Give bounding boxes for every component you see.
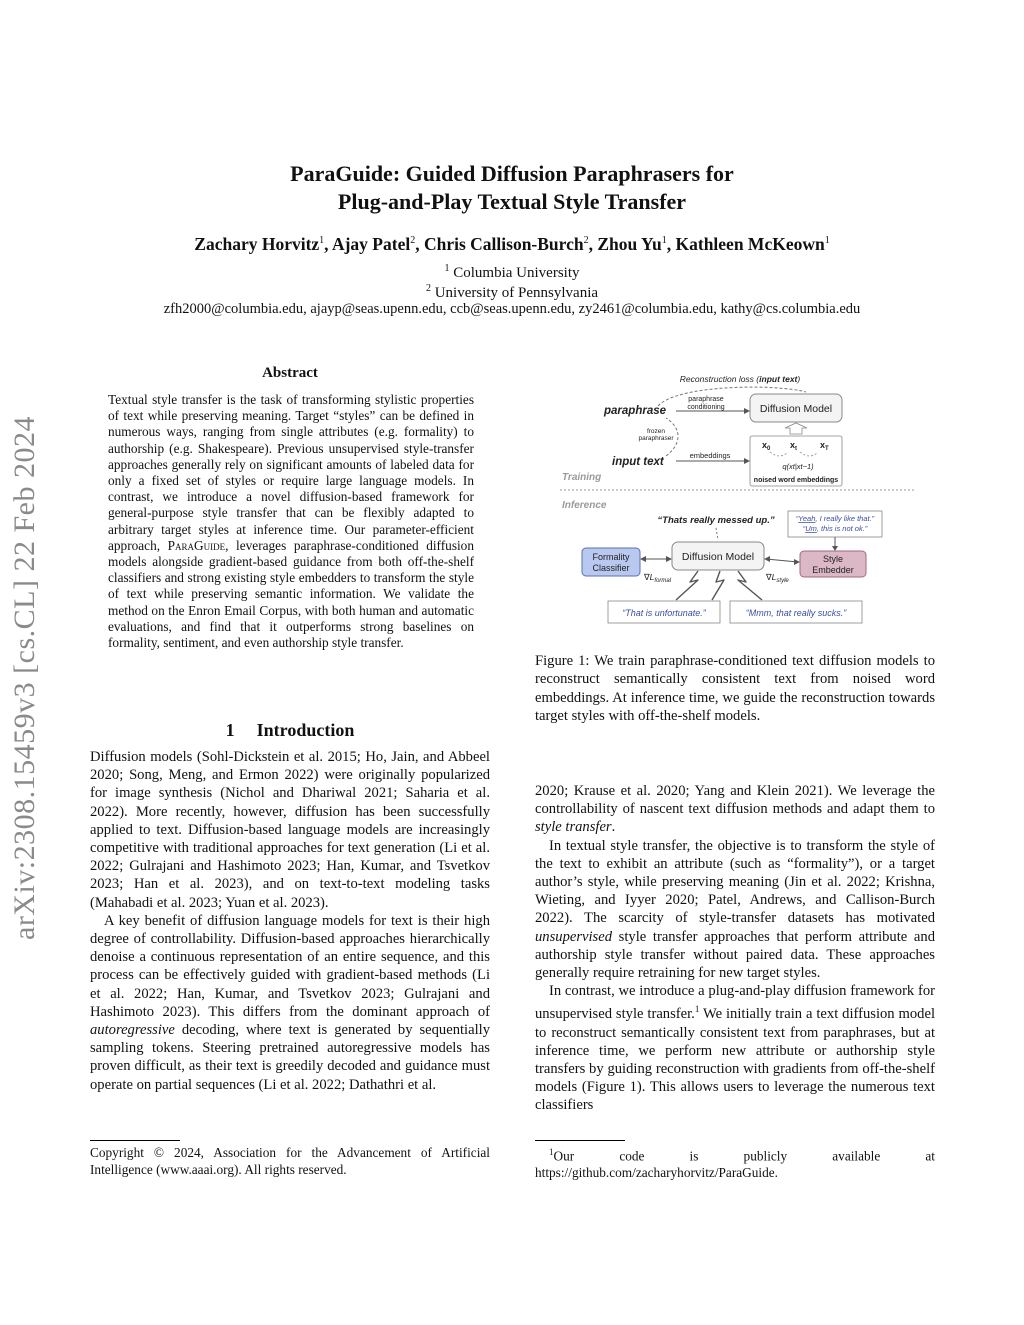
figure-1-diagram bbox=[548, 368, 928, 630]
intro-paragraph-2: A key benefit of diffusion language models for text is their high degree of controllability. Diffusion-based approaches hierarchically denoise a continuous representation of an entire sequence, and this process can be effectively guided with gradient-based methods (Li et al. 2022; Han, Kumar, and Tsvetkov 2023; Gulrajani and Hashimoto 2023). This differs from the dominant approach of autoregressive decoding, where text is generated by sequentially sampling tokens. Steering pretrained autoregressive models has proven difficult, as their text is greedily decoded and guidance must operate on partial sequences (Li et al. 2022; Dathathri et al. bbox=[90, 912, 490, 1093]
frozen-label-1: frozen bbox=[646, 428, 666, 435]
diffusion-model-label-training: Diffusion Model bbox=[759, 403, 833, 415]
author-5: Kathleen McKeown$^1$ bbox=[675, 234, 830, 254]
copyright-note: Copyright © 2024, Association for the Advancement of Artificial Intelligence (www.aaai.org). All rights reserved. bbox=[90, 1145, 490, 1177]
right-paragraph-2: In contrast, we introduce a plug-and-play diffusion framework for unsupervised style transfer.$^1$ We initially train a text diffusion model to reconstruct semantically consistent text from paraphrases, but at inference time, we perform new attribute or authorship style transfers by guiding reconstruction with gradients from off-the-shelf models (Figure 1). This allows users to leverage the numerous text classifiers bbox=[535, 983, 935, 1114]
intro-paragraph-1: Diffusion models (Sohl-Dickstein et al. 2015; Ho, Jain, and Abbeel 2020; Song, Meng, and Ermon 2022) were originally popularized for image synthesis (Nichol and Dhariwal 2021; Saharia et al. 2022). More recently, however, diffusion has been successfully applied to text. Diffusion-based language models are increasingly competitive with traditional approaches for text generation (Li et al. 2022; Gulrajani and Hashimoto 2023; Han, Kumar, and Tsvetkov 2023; Han et al. 2023), and on text-to-text modeling tasks (Mahabadi et al. 2023; Yuan et al. 2023). bbox=[90, 749, 490, 911]
footnote-rule-left bbox=[90, 1140, 180, 1141]
intro-body-left bbox=[90, 748, 490, 1094]
author-3: Chris Callison-Burch$^2$, bbox=[423, 234, 598, 254]
style-example-2: “Um, this is not ok.” bbox=[802, 524, 868, 533]
intro-body-right bbox=[535, 782, 935, 1115]
inference-input-quote: “Thats really messed up.” bbox=[657, 515, 775, 526]
right-paragraph-0: 2020; Krause et al. 2020; Yang and Klein 2021). We leverage the controllability of nascent text diffusion methods and adapt them to style transfer. bbox=[535, 783, 935, 836]
affiliation-2: $^2$ University of Pennsylvania bbox=[425, 283, 599, 301]
footnote-marker: 1 bbox=[694, 1004, 700, 1015]
paraphrase-label: paraphrase bbox=[604, 405, 667, 417]
grad-style-label: $\nabla L_{style}$ bbox=[766, 572, 789, 584]
xT-symbol: $x_T$ bbox=[820, 440, 829, 452]
formality-label-2: Classifier bbox=[592, 563, 630, 573]
author-emails: zfh2000@columbia.edu, ajayp@seas.upenn.edu, ccb@seas.upenn.edu, zy2461@columbia.edu, kathy@cs.columbia.edu bbox=[163, 301, 861, 317]
style-example-1: “Yeah, I really like that.” bbox=[795, 514, 875, 523]
title-line-2: Plug-and-Play Textual Style Transfer bbox=[337, 189, 687, 214]
author-2: Ajay Patel$^2$, bbox=[331, 234, 424, 254]
x0-symbol: $x_0$ bbox=[762, 440, 771, 452]
output-right-text: “Mmm, that really sucks.” bbox=[745, 608, 847, 618]
para-cond-label-1: paraphrase bbox=[688, 396, 724, 403]
xt-symbol: $x_t$ bbox=[790, 440, 798, 452]
author-1: Zachary Horvitz$^1$, bbox=[194, 234, 332, 254]
style-label-1: Style bbox=[822, 554, 844, 564]
output-left-text: “That is unfortunate.” bbox=[622, 608, 706, 618]
formality-label-1: Formality bbox=[592, 552, 630, 562]
recon-loss-label: Reconstruction loss (input text) bbox=[679, 374, 801, 384]
right-paragraph-1: In textual style transfer, the objective is to transform the style of the text to exhibit an attribute (such as “formality”), or a target author’s style, while preserving meaning (Jin et al. 2022; Krishna, Wieting, and Iyyer 2020; Patel, Andrews, and Callison-Burch 2022). The scarcity of style-transfer datasets has motivated unsupervised style transfer approaches that perform attribute and authorship style transfer without paired data. These approaches generally require retraining for new target styles. bbox=[535, 837, 935, 982]
figure-1-caption: Figure 1: We train paraphrase-conditioned text diffusion models to reconstruct semantically consistent text from noised word embeddings. At inference time, we guide the reconstruction towards target styles with off-the-shelf models. bbox=[535, 653, 935, 725]
up-arrow-icon bbox=[785, 423, 807, 434]
author-4: Zhou Yu$^1$, bbox=[597, 234, 676, 254]
inference-label: Inference bbox=[562, 500, 607, 511]
q-formula: q(xt|xt−1) bbox=[782, 462, 814, 471]
grad-formal-label: $\nabla L_{formal}$ bbox=[644, 572, 672, 584]
footnote-rule-right bbox=[535, 1140, 625, 1141]
code-footnote: $^1$Our code is publicly available at https://github.com/zacharyhorvitz/ParaGuide. bbox=[535, 1147, 935, 1181]
training-label: Training bbox=[562, 472, 602, 483]
input-text-label: input text bbox=[612, 456, 664, 468]
diffusion-model-label-inference: Diffusion Model bbox=[681, 551, 755, 563]
frozen-label-2: paraphraser bbox=[638, 435, 674, 442]
noised-embeddings-label: noised word embeddings bbox=[753, 477, 839, 484]
arxiv-sidebar-id: arXiv:2308.15459v3 [cs.CL] 22 Feb 2024 bbox=[8, 416, 41, 940]
section-heading-introduction: 1 Introduction bbox=[225, 720, 355, 740]
style-label-2: Embedder bbox=[812, 565, 854, 575]
output-arrow-left bbox=[676, 571, 698, 600]
embeddings-label: embeddings bbox=[689, 451, 731, 460]
output-arrow-right bbox=[738, 571, 762, 600]
para-cond-label-2: conditioning bbox=[687, 404, 725, 411]
affiliation-1: $^1$ Columbia University bbox=[444, 263, 580, 281]
author-list bbox=[0, 234, 1024, 255]
title-line-1: ParaGuide: Guided Diffusion Paraphrasers for bbox=[290, 161, 734, 186]
abstract-body: Textual style transfer is the task of transforming stylistic properties of text while preserving meaning. Target “styles” can be defined in numerous ways, ranging from single attributes (e.g. formality) to authorship (e.g. Shakespeare). Previous unsupervised style-transfer approaches generally rely on significant amounts of labeled data for only a fixed set of styles or require large language models. In contrast, we introduce a novel diffusion-based framework for general-purpose style transfer that can be flexibly adapted to arbitrary target styles at inference time. Our parameter-efficient approach, ParaGuide, leverages paraphrase-conditioned diffusion models alongside gradient-based guidance from both off-the-shelf classifiers and strong existing style embedders to transform the style of text while preserving semantic information. We validate the method on the Enron Email Corpus, with both human and automatic evaluations, and find that it outperforms strong baselines on formality, sentiment, and even authorship style transfer. bbox=[108, 392, 474, 651]
method-name: ParaGuide bbox=[167, 537, 226, 553]
abstract-heading: Abstract bbox=[262, 365, 318, 381]
paper-title bbox=[0, 160, 1024, 216]
